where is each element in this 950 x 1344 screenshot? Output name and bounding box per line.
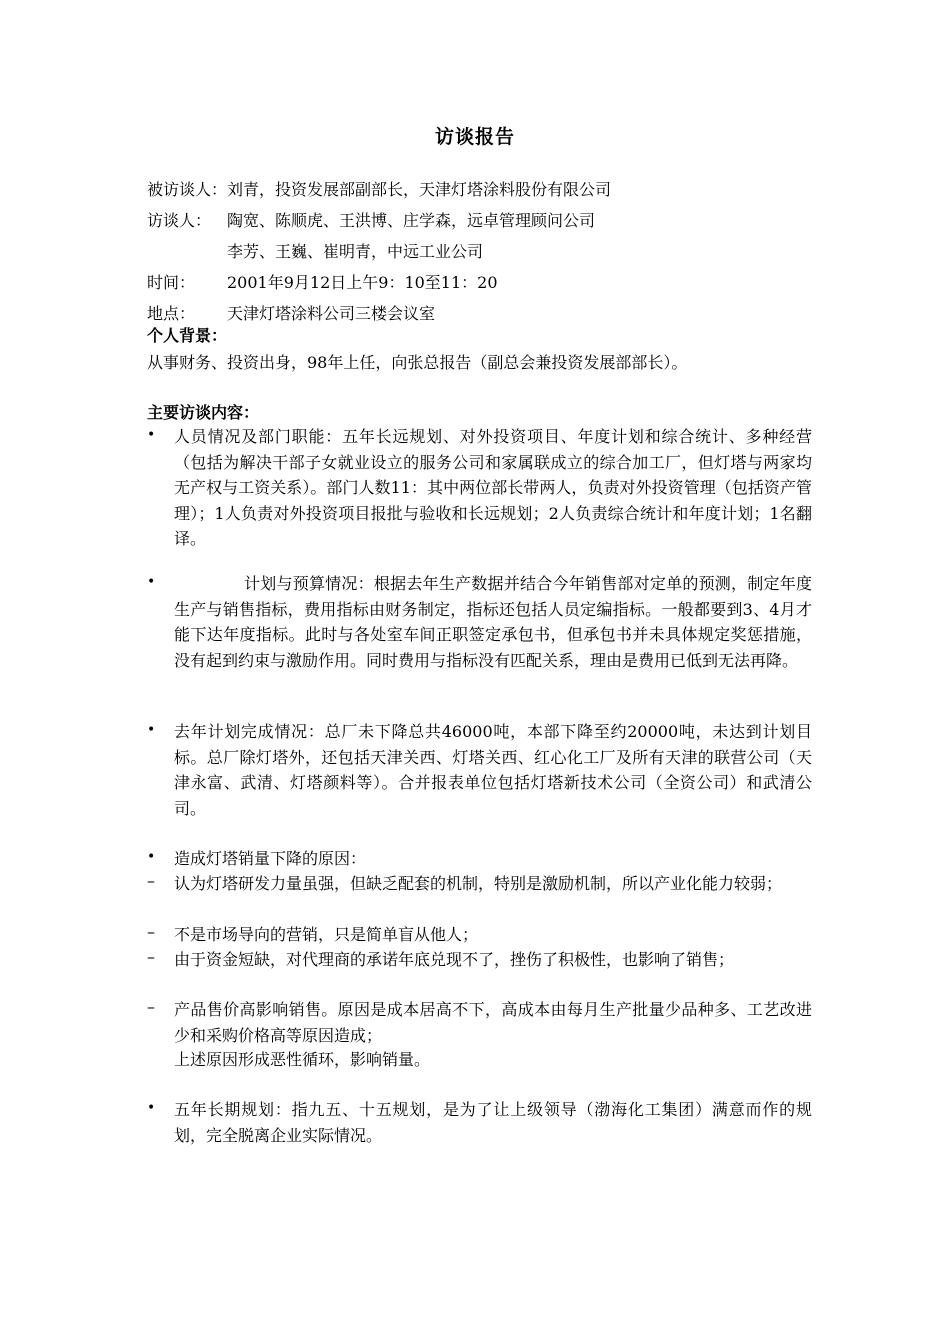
- reason-item: [147, 922, 812, 948]
- interviewer-label: 访谈人：: [147, 211, 212, 230]
- list-item: [147, 1097, 812, 1148]
- background-text: 从事财务、投资出身，98年上任，向张总报告（副总会兼投资发展部部长）。: [147, 353, 688, 372]
- bullet-icon: •: [147, 722, 156, 738]
- bullet-icon: •: [147, 849, 156, 865]
- page-title: 访谈报告: [434, 126, 515, 148]
- item-text: 去年计划完成情况：总厂未下降总共46000吨，本部下降至约20000吨，未达到计划目标。总厂除灯塔外，还包括天津关西、灯塔关西、红心化工厂及所有天津的联营公司（天津永富、武清、灯塔颜料等）。合并报表单位包括灯塔新技术公司（全资公司）和武清公司。: [174, 722, 812, 818]
- interviewer-row: [147, 205, 611, 236]
- reason-item: [147, 997, 812, 1048]
- bullet-icon: •: [147, 574, 156, 590]
- list-item: [147, 719, 812, 821]
- reasons-summary: 上述原因形成恶性循环，影响销量。: [174, 1050, 431, 1069]
- reason-text: 由于资金短缺，对代理商的承诺年底兑现不了，挫伤了积极性，也影响了销售；: [174, 950, 735, 969]
- interview-meta: [147, 174, 611, 329]
- dash-icon: –: [147, 871, 155, 890]
- reason-text: 认为灯塔研发力量虽强，但缺乏配套的机制，特别是激励机制，所以产业化能力较弱；: [174, 874, 783, 893]
- main-heading: 主要访谈内容：: [147, 403, 260, 422]
- bullet-icon: •: [147, 427, 156, 443]
- list-item: [147, 571, 812, 673]
- dash-icon: –: [147, 997, 155, 1016]
- time-row: [147, 267, 611, 298]
- dash-icon: –: [147, 922, 155, 941]
- background-heading: 个人背景：: [147, 326, 228, 345]
- place-value: 天津灯塔涂料公司三楼会议室: [227, 304, 436, 323]
- interviewee-row: [147, 174, 611, 205]
- time-value: 2001年9月12日上午9：10至11：20: [227, 273, 498, 292]
- reason-text: 产品售价高影响销售。原因是成本居高不下，高成本由每月生产批量少品种多、工艺改进少和采购价格高等原因造成；: [174, 1000, 812, 1045]
- interviewee-label: 被访谈人：: [147, 180, 228, 199]
- item-text: 人员情况及部门职能：五年长远规划、对外投资项目、年度计划和综合统计、多种经营（包括为解决干部子女就业设立的服务公司和家属联成立的综合加工厂，但灯塔与两家均无产权与工资关系）。部门人数11：其中两位部长带两人，负责对外投资管理（包括资产管理）；1人负责对外投资项目报批与验收和长远规划；2人负责综合统计和年度计划；1名翻译。: [174, 427, 812, 549]
- interviewer-row-2: [147, 236, 611, 267]
- interviewer-value-2: 李芳、王巍、崔明青，中远工业公司: [227, 242, 484, 261]
- interviewee-value: 刘青，投资发展部副部长，天津灯塔涂料股份有限公司: [227, 180, 612, 199]
- list-item: [147, 846, 812, 872]
- bullet-icon: •: [147, 1100, 156, 1116]
- list-item: [147, 424, 812, 552]
- dash-icon: –: [147, 947, 155, 966]
- reason-text: 不是市场导向的营销，只是简单盲从他人；: [174, 925, 479, 944]
- item-text: 五年长期规划：指九五、十五规划，是为了让上级领导（渤海化工集团）满意而作的规划，完全脱离企业实际情况。: [174, 1100, 812, 1145]
- interviewer-value-1: 陶宽、陈顺虎、王洪博、庄学森，远卓管理顾问公司: [227, 211, 596, 230]
- time-label: 时间：: [147, 273, 196, 292]
- item-text: 计划与预算情况：根据去年生产数据并结合今年销售部对定单的预测，制定年度生产与销售指标，费用指标由财务制定，指标还包括人员定编指标。一般都要到3、4月才能下达年度指标。此时与各处室车间正职签定承包书，但承包书并未具体规定奖惩措施，没有起到约束与激励作用。同时费用与指标没有匹配关系，理由是费用已低到无法再降。: [174, 574, 812, 670]
- place-label: 地点：: [147, 304, 196, 323]
- item-text: 造成灯塔销量下降的原因：: [174, 849, 367, 868]
- reason-item: [147, 947, 812, 973]
- reason-item: [147, 871, 812, 897]
